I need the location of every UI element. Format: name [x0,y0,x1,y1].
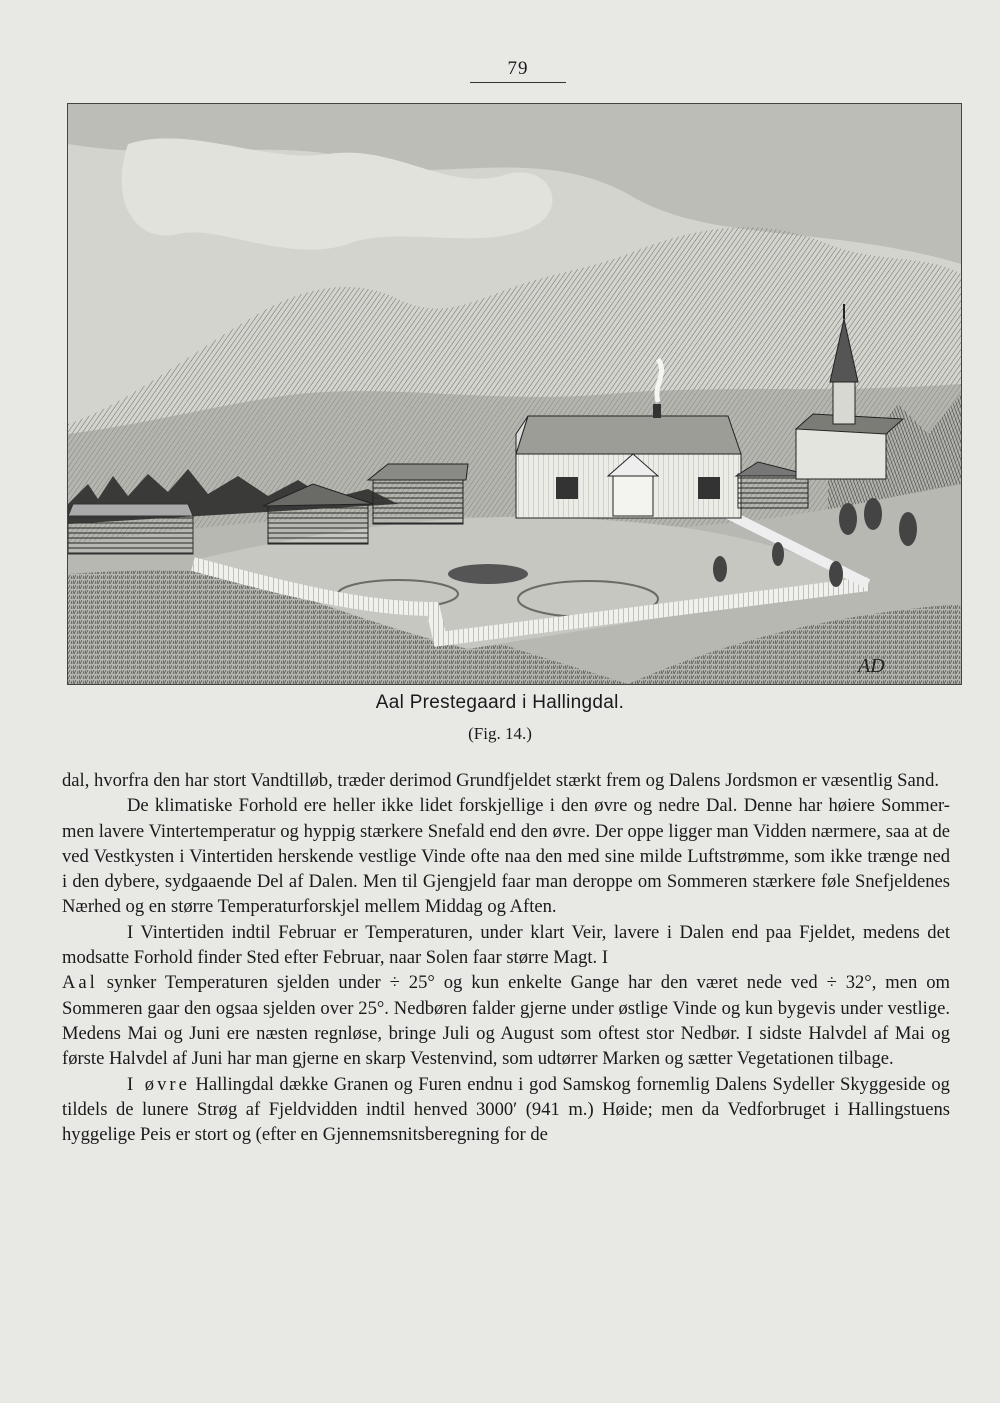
parsonage-engraving [68,104,961,684]
paragraph-2: De klimatiske Forhold ere heller ikke lidet forskjellige i den øvre og nedre Dal. Denne har høiere Sommer- men lavere Vintertemperatur og hyppig stærkere Snefald end den øvre. Der oppe ligger man Vidden nærmere, saa at de ved Vestkysten i Vintertiden herskende vestlige Vinde ofte naa den med sine milde Luftstrømme, som ikke trænge ned i den dybere, sydgaaende Del af Dalen. Men til Gjengjeld faar man deroppe om Sommeren stærkere føle Snefjeldenes Nærhed og en større Temperaturforskjel mellem Middag og Aften. [62,795,950,918]
paragraph-4 [62,1072,950,1148]
body-text [62,768,950,1147]
paragraph-3-start: I Vintertiden indtil Februar er Temperaturen, under klart Veir, lavere i Dalen end paa Fjeldet, medens det modsatte Forhold finder Sted efter Februar, naar Solen faar større Magt. I [62,921,950,969]
paragraph-3-rest: synker Temperaturen sjelden under ÷ 25° og kun enkelte Gange har den været nede ved ÷ 32°, men om Sommeren gaar den ogsaa sjelden over 25°. Nedbøren falder gjerne under østlige Vinde og kun bygevis under vestlige. Medens Mai og Juni ere næsten regnløse, bringe Juli og August som oftest stor Nedbør. I sidste Halvdel af Mai og første Halvdel af Juni har man gjerne en skarp Vestenvind, som udtørrer Marken og sætter Vegetationen tilbage. [62,972,950,1070]
place-aal: Aal [62,972,98,994]
paragraph-1: dal, hvorfra den har stort Vandtilløb, træder derimod Grundfjeldet stærkt frem og Dalens Jordsmon er væsentlig Sand. [62,770,940,791]
paragraph-3 [62,920,950,1072]
engraver-signature: AD [858,655,885,677]
page-number: 79 [470,58,566,83]
paragraph-4-rest: Hallingdal dække Granen og Furen endnu i god Samskog fornemlig Dalens Sydeller Skyggeside og tildels de lunere Strøg af Fjeldvidden indtil henved 3000′ (941 m.) Høide; men da Vedforbruget i Hallingstuens hyggelige Peis er stort og (efter en Gjennemsnitsberegning for de [62,1073,950,1146]
engraving-illustration [67,103,962,685]
figure-caption: Aal Prestegaard i Hallingdal. [375,692,625,713]
figure-reference: (Fig. 14.) [468,724,532,743]
place-ovre: I øvre [127,1073,190,1095]
